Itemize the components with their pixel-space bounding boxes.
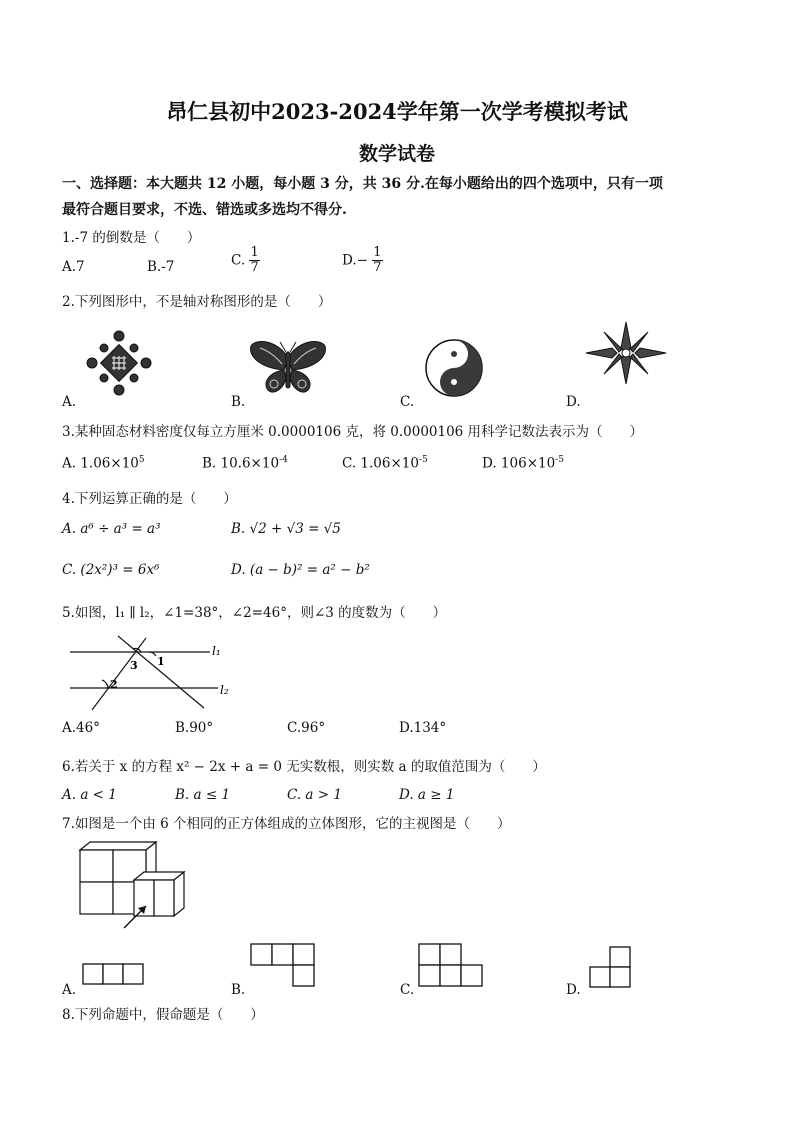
q2-stem: 2.下列图形中，不是轴对称图形的是（ ） <box>62 294 332 310</box>
section-heading-line1: 一、选择题：本大题共 12 小题，每小题 3 分，共 36 分.在每小题给出的四个选项中，只有一项 <box>62 176 663 192</box>
q3-option-b: B. $10.6\times 10^{-4}$ <box>202 455 288 472</box>
q7-option-a: A. <box>62 982 77 998</box>
q5-stem: 5.如图，l₁ ∥ l₂，∠1=38°，∠2=46°，则∠3 的度数为（ ） <box>62 605 447 621</box>
exam-title: 昂仁县初中2023-2024学年第一次学考模拟考试 <box>166 99 628 124</box>
q5-option-c: C.96° <box>287 720 326 736</box>
view-option-c-figure <box>418 943 484 987</box>
parallel-lines-figure <box>62 632 242 712</box>
yin-yang-icon <box>416 338 492 398</box>
q6-option-a: A. a < 1 <box>62 787 117 803</box>
q4-option-a: A. a⁶ ÷ a³ = a³ <box>62 521 161 537</box>
q1-option-a: A.7 <box>62 259 85 275</box>
q7-option-b: B. <box>231 982 246 998</box>
q1-option-b: B.-7 <box>147 259 175 275</box>
q3-option-c: C. $1.06\times 10^{-5}$ <box>342 455 428 472</box>
q6-option-d: D. a ≥ 1 <box>399 787 455 803</box>
view-option-d-figure <box>588 946 632 990</box>
cube-stack-figure <box>76 840 188 930</box>
compass-star-icon <box>586 322 666 384</box>
q4-option-c: C. (2x²)³ = 6x⁶ <box>62 562 160 578</box>
paper-subtitle: 数学试卷 <box>358 143 435 165</box>
chinese-knot-icon <box>84 328 154 398</box>
q3-option-a: A. $1.06\times 10^5$ <box>62 455 145 472</box>
line-l1-label: l₁ <box>212 644 221 658</box>
q4-stem: 4.下列运算正确的是（ ） <box>62 491 237 507</box>
q7-stem: 7.如图是一个由 6 个相同的正方体组成的立体图形，它的主视图是（ ） <box>62 816 511 832</box>
angle-2-label: 2 <box>110 678 118 691</box>
q2-option-c: C. <box>400 394 415 410</box>
q2-option-a: A. <box>62 394 77 410</box>
angle-1-label: 1 <box>157 655 165 668</box>
q5-option-d: D.134° <box>399 720 447 736</box>
angle-3-label: 3 <box>130 659 138 672</box>
q2-option-b: B. <box>231 394 246 410</box>
q8-stem: 8.下列命题中，假命题是（ ） <box>62 1007 264 1023</box>
q3-option-d: D. $106\times 10^{-5}$ <box>482 455 564 472</box>
q7-option-d: D. <box>566 982 581 998</box>
q6-option-b: B. a ≤ 1 <box>175 787 231 803</box>
q1-option-c: C. $\frac{1}{7}$ <box>231 245 259 275</box>
view-option-b-figure <box>250 943 316 987</box>
q1-stem: 1.-7 的倒数是（ ） <box>62 230 201 246</box>
q2-option-d: D. <box>566 394 581 410</box>
q6-stem: 6.若关于 x 的方程 x² − 2x + a = 0 无实数根，则实数 a 的取值范围为（ ） <box>62 759 546 775</box>
q7-option-c: C. <box>400 982 415 998</box>
q4-option-d: D. (a − b)² = a² − b² <box>231 562 370 578</box>
butterfly-icon <box>248 338 328 398</box>
line-l2-label: l₂ <box>220 683 229 697</box>
q3-stem: 3.某种固态材料密度仅每立方厘米 0.0000106 克，将 0.0000106 用科学记数法表示为（ ） <box>62 424 644 440</box>
q5-option-a: A.46° <box>62 720 100 736</box>
q4-option-b: B. √2 + √3 = √5 <box>231 521 341 537</box>
q5-option-b: B.90° <box>175 720 214 736</box>
view-option-a-figure <box>82 963 146 987</box>
q6-option-c: C. a > 1 <box>287 787 342 803</box>
q1-option-d: D.− $\frac{1}{7}$ <box>342 245 382 275</box>
section-heading-line2: 最符合题目要求，不选、错选或多选均不得分. <box>62 202 347 218</box>
